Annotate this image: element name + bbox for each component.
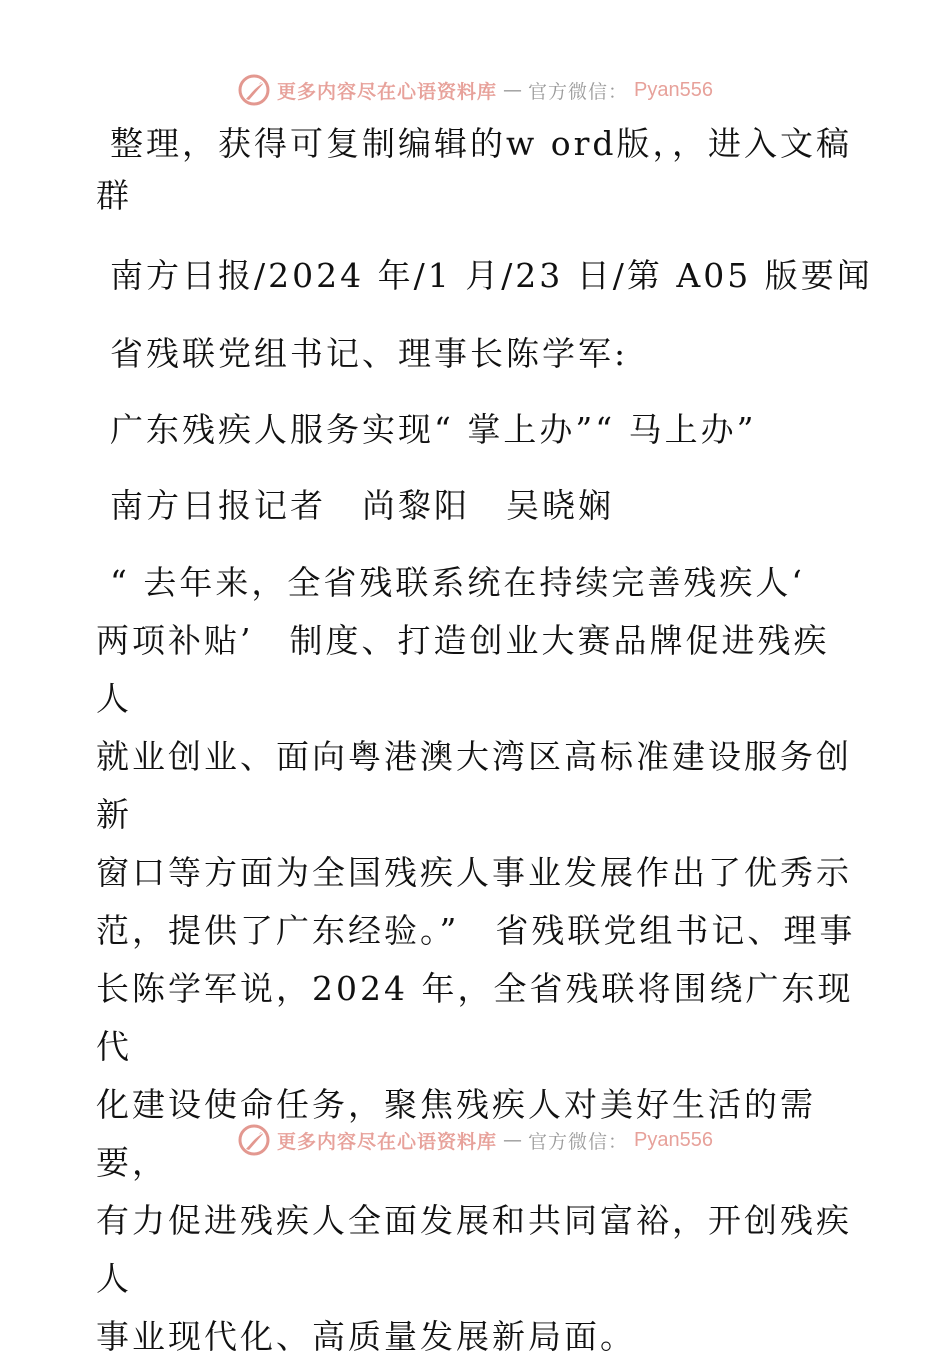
paragraph-line: “ 去年来，全省残联系统在持续完善残疾人‘ bbox=[110, 563, 805, 602]
article-paragraph bbox=[96, 554, 856, 1366]
watermark-site-text: 更多内容尽在心语资料库 bbox=[277, 1130, 498, 1153]
paragraph-line: 化建设使命任务，聚焦残疾人对美好生活的需要， bbox=[96, 1085, 816, 1182]
watermark-wechat-id: Pyan556 bbox=[634, 78, 713, 101]
watermark-official-label: 官方微信： bbox=[528, 1130, 629, 1153]
paragraph-line: 窗口等方面为全国残疾人事业发展作出了优秀示 bbox=[96, 853, 852, 892]
source-line: 南方日报/2024 年/1 月/23 日/第 A05 版要闻 bbox=[110, 256, 873, 295]
watermark-official-label: 官方微信： bbox=[528, 80, 629, 103]
watermark-site-text: 更多内容尽在心语资料库 bbox=[277, 80, 498, 103]
document-body bbox=[96, 118, 873, 1366]
watermark-footer bbox=[0, 1120, 950, 1160]
paragraph-line: 两项补贴’ 制度、打造创业大赛品牌促进残疾人 bbox=[96, 621, 830, 718]
watermark-header bbox=[0, 70, 950, 110]
watermark-dash: — bbox=[503, 79, 523, 101]
intro-line: 整理，获得可复制编辑的w ord版，，进入文稿 bbox=[110, 124, 853, 163]
intro-line-continued: 群 bbox=[96, 176, 132, 215]
article-byline: 南方日报记者 尚黎阳 吴晓娴 bbox=[110, 486, 614, 525]
paragraph-line: 就业创业、面向粤港澳大湾区高标准建设服务创新 bbox=[96, 737, 852, 834]
paragraph-line: 事业现代化、高质量发展新局面。 bbox=[96, 1317, 636, 1356]
paragraph-line: 长陈学军说，2024 年，全省残联将围绕广东现代 bbox=[96, 969, 854, 1066]
feather-pen-logo-icon bbox=[237, 73, 271, 107]
watermark-wechat-id: Pyan556 bbox=[634, 1128, 713, 1151]
article-subtitle: 省残联党组书记、理事长陈学军: bbox=[110, 334, 629, 373]
watermark-dash: — bbox=[503, 1129, 523, 1151]
paragraph-line: 有力促进残疾人全面发展和共同富裕，开创残疾人 bbox=[96, 1201, 852, 1298]
paragraph-line: 范，提供了广东经验。” 省残联党组书记、理事 bbox=[96, 911, 856, 950]
feather-pen-logo-icon bbox=[237, 1123, 271, 1157]
article-headline: 广东残疾人服务实现“ 掌上办”“ 马上办” bbox=[110, 410, 757, 449]
